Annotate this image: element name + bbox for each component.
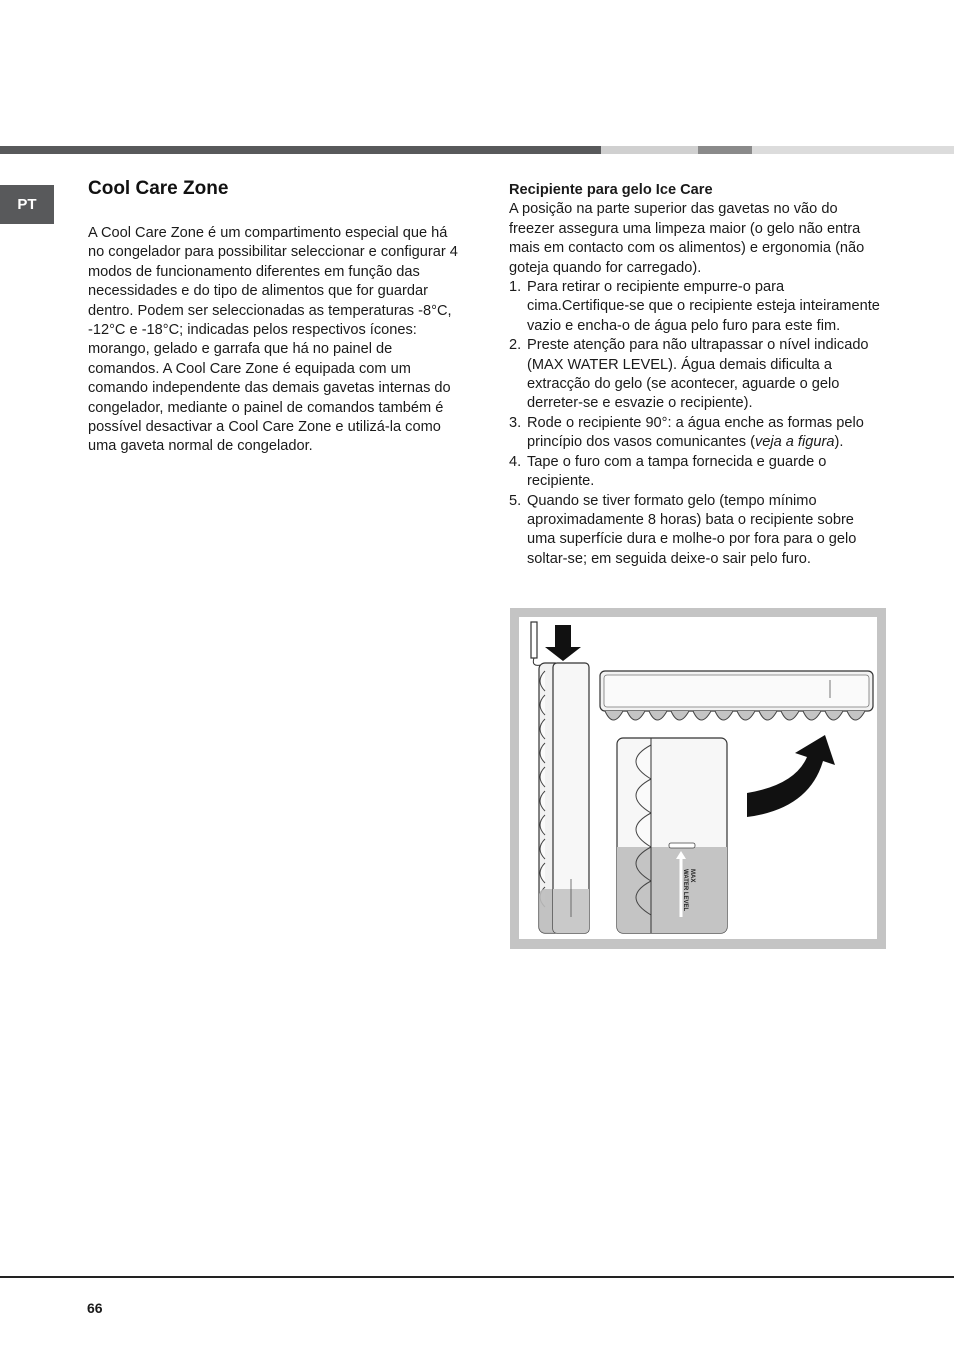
language-tab: PT [0,185,54,224]
max-label: MAX [689,869,695,883]
ice-care-section [509,181,884,569]
header-bar-light [601,146,698,154]
step-item: 4. Tape o furo com a tampa fornecida e guarde o recipiente. [509,453,827,490]
section-title-cool-care-zone: Cool Care Zone [88,178,229,199]
step-item: 3. Rode o recipiente 90°: a água enche as formas pelo princípio dos vasos comunicantes (veja a figura). [509,414,864,451]
header-bar-mid [698,146,752,154]
cool-care-zone-description: A Cool Care Zone é um compartimento especial que há no congelador para possibilitar seleccionar e configurar 4 modos de funcionamento diferentes em função das necessidades e do tipo de alimentos que for guardar dentro. Podem ser seleccionadas as temperaturas -8°C, -12°C e -18°C; indicadas pelos respectivos ícones: morango, gelado e garrafa que há no painel de comandos. A Cool Care Zone é equipada com um comando independente das demais gavetas internas do congelador, mediante o painel de comandos também é possível desactivar a Cool Care Zone e utilizá-la como uma gaveta normal de congelador. [88,225,458,455]
rotate-arrow-icon [747,735,835,817]
step-item: 1. Para retirar o recipiente empurre-o para cima.Certifique-se que o recipiente esteja inteiramente vazio e encha-o de água pelo furo para este fim. [509,279,880,334]
ice-care-intro: A posição na parte superior das gavetas no vão do freezer assegura uma limpeza maior (o gelo não entra mais em contacto com os alimentos) e ergonomia (não goteja quando for carregado). [509,201,865,276]
header-bar-dark [0,146,601,154]
footer-rule [0,1276,954,1278]
step-item: 5. Quando se tiver formato gelo (tempo mínimo aproximadamente 8 horas) bata o recipiente sobre uma superfície dura e molhe-o por fora para o gelo soltar-se; em seguida deixe-o sair pelo furo. [509,492,857,567]
ice-tray-drawing [519,617,877,939]
water-level-label: WATER LEVEL [682,869,688,912]
page-number: 66 [87,1300,103,1316]
push-down-arrow-icon [545,625,581,661]
tray-filled [617,738,727,933]
tray-horizontal [600,671,873,720]
section-title-ice-care: Recipiente para gelo Ice Care [509,182,713,198]
ice-care-steps [509,278,884,569]
tray-vertical [531,622,589,933]
header-bar-pale [752,146,954,154]
ice-tray-illustration [510,608,886,949]
step-item: 2. Preste atenção para não ultrapassar o nível indicado (MAX WATER LEVEL). Água demais dificulta a extracção do gelo (se acontecer, aguarde o gelo derreter-se e esvazie o recipiente). [509,337,869,412]
